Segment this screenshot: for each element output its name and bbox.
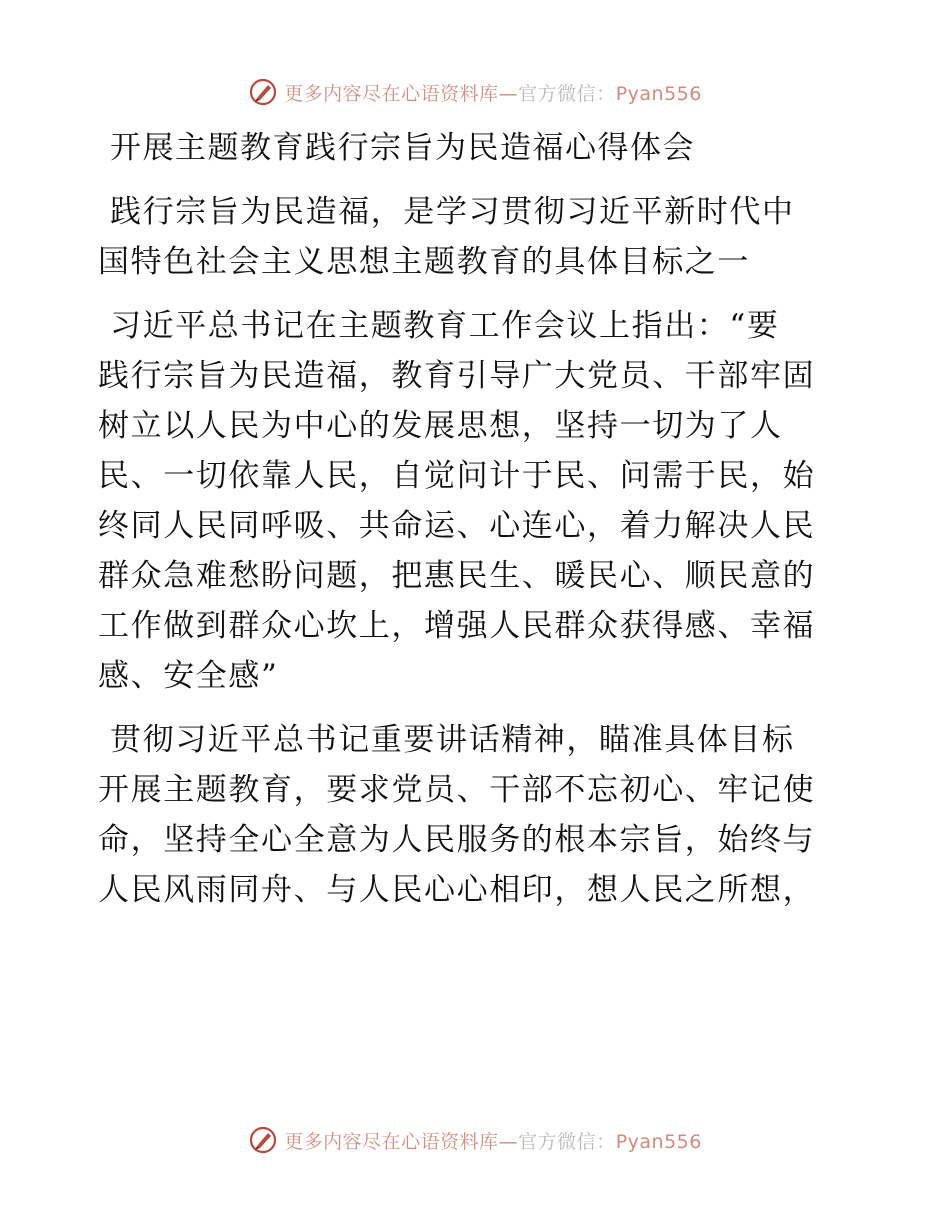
pen-logo-icon bbox=[248, 77, 278, 107]
paragraph-line: 树立以人民为中心的发展思想，坚持一切为了人 bbox=[98, 408, 783, 444]
pen-logo-icon bbox=[248, 1125, 278, 1155]
document-body bbox=[98, 125, 850, 931]
watermark-dash: — bbox=[498, 1130, 519, 1153]
paragraph-line: 人民风雨同舟、与人民心心相印，想人民之所想， bbox=[98, 872, 816, 908]
footer-watermark bbox=[0, 1120, 950, 1160]
paragraph-3 bbox=[98, 717, 850, 913]
paragraph-1 bbox=[98, 189, 850, 285]
paragraph-line: 贯彻习近平总书记重要讲话精神，瞄准具体目标 bbox=[110, 722, 795, 758]
watermark-wechat-label: 官方微信： bbox=[518, 82, 616, 105]
watermark-wechat-id: Pyan556 bbox=[615, 1130, 702, 1153]
watermark-site: 更多内容尽在心语资料库 bbox=[284, 82, 499, 105]
header-watermark bbox=[0, 72, 950, 112]
watermark-text bbox=[284, 79, 702, 106]
paragraph-line: 感、安全感” bbox=[98, 658, 279, 694]
paragraph-line: 终同人民同呼吸、共命运、心连心，着力解决人民 bbox=[98, 508, 816, 544]
paragraph-line: 践行宗旨为民造福，教育引导广大党员、干部牢固 bbox=[98, 358, 816, 394]
watermark-wechat-label: 官方微信： bbox=[518, 1130, 616, 1153]
paragraph-line: 开展主题教育，要求党员、干部不忘初心、牢记使 bbox=[98, 772, 816, 808]
paragraph-line: 践行宗旨为民造福，是学习贯彻习近平新时代中 bbox=[110, 194, 795, 230]
paragraph-2 bbox=[98, 303, 850, 699]
watermark-site: 更多内容尽在心语资料库 bbox=[284, 1130, 499, 1153]
document-title: 开展主题教育践行宗旨为民造福心得体会 bbox=[110, 130, 695, 166]
watermark-dash: — bbox=[498, 82, 519, 105]
paragraph-line: 国特色社会主义思想主题教育的具体目标之一 bbox=[98, 244, 750, 280]
paragraph-line: 命，坚持全心全意为人民服务的根本宗旨，始终与 bbox=[98, 822, 816, 858]
watermark-text bbox=[284, 1127, 702, 1154]
paragraph-line: 民、一切依靠人民，自觉问计于民、问需于民，始 bbox=[98, 458, 816, 494]
paragraph-line: 工作做到群众心坎上，增强人民群众获得感、幸福 bbox=[98, 608, 816, 644]
paragraph-line: 群众急难愁盼问题，把惠民生、暖民心、顺民意的 bbox=[98, 558, 816, 594]
paragraph-line: 习近平总书记在主题教育工作会议上指出：“要 bbox=[110, 308, 780, 344]
watermark-wechat-id: Pyan556 bbox=[615, 82, 702, 105]
